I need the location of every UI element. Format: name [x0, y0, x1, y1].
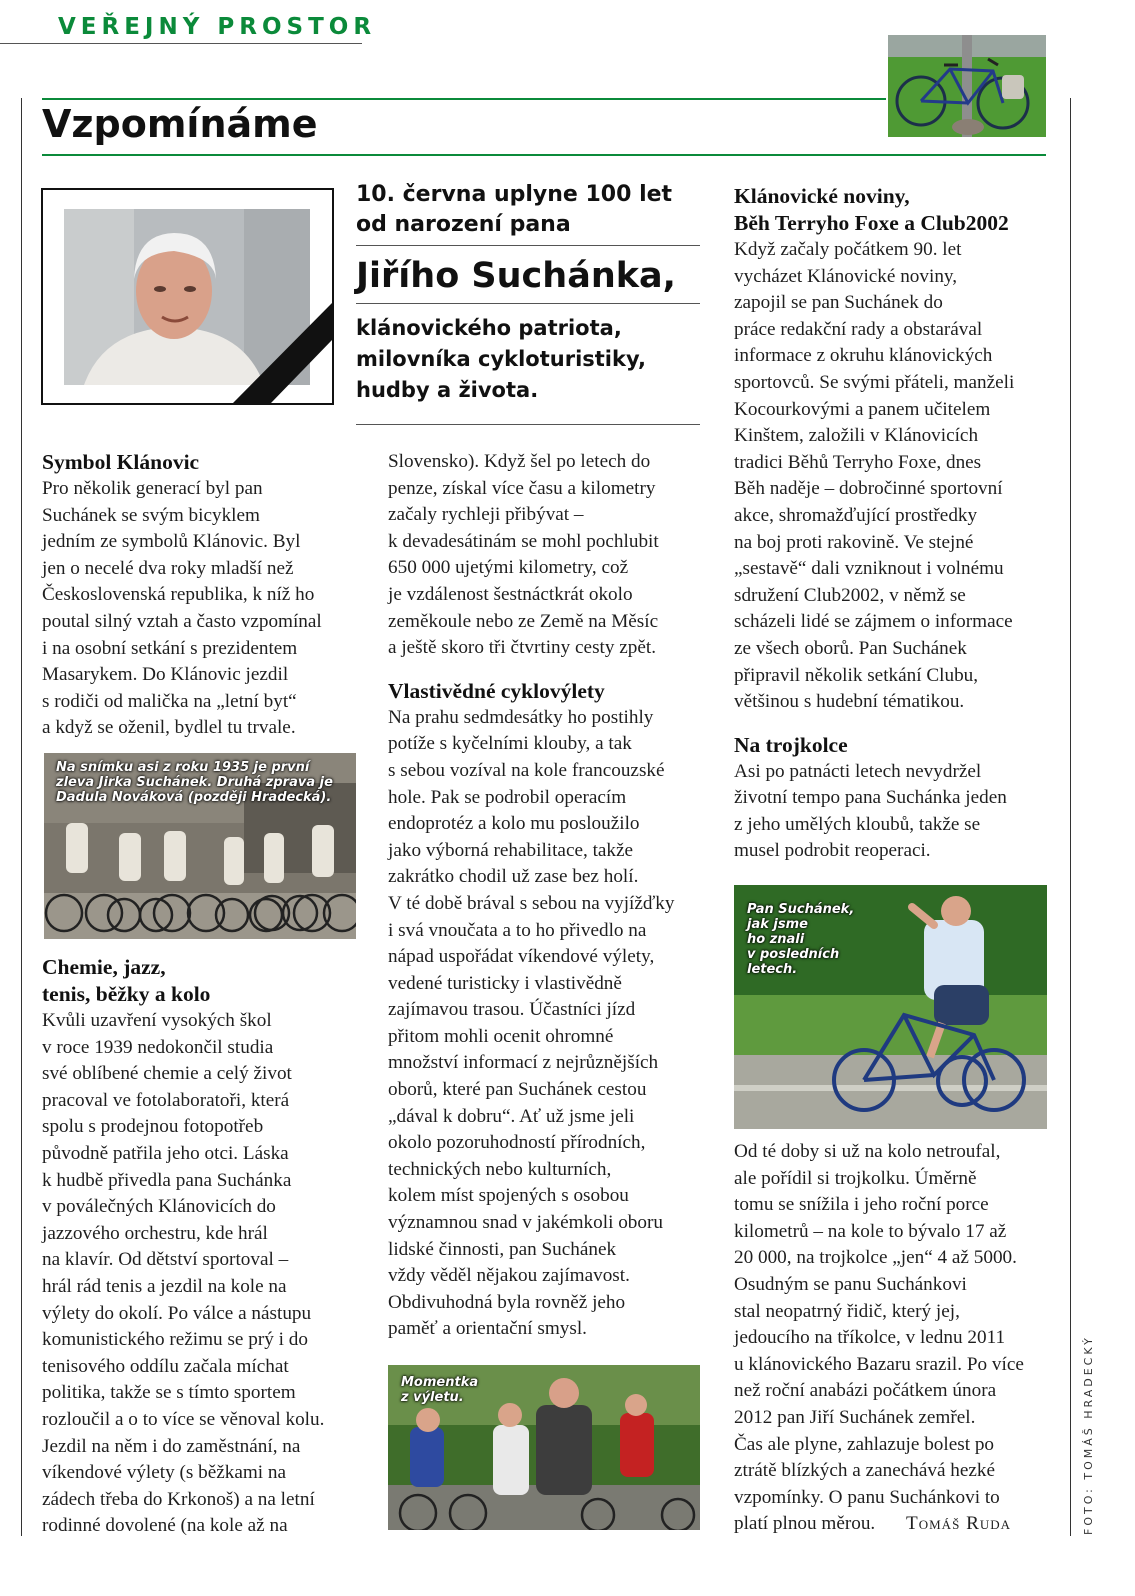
text-line: připravil několik setkání Clubu,: [734, 664, 979, 686]
text-line: i na osobní setkání s prezidentem: [42, 637, 298, 659]
text-line: většinou s hudební tématikou.: [734, 691, 965, 713]
text-line: endoprotéz a kolo mu posloužilo: [388, 813, 640, 835]
text-line: Na prahu sedmdesátky ho postihly: [388, 706, 654, 728]
text-line: platí plnou měrou.: [734, 1513, 876, 1535]
text-line: u klánovického Bazaru srazil. Po více: [734, 1353, 1024, 1375]
paragraph: [388, 449, 713, 662]
text-line: Od té doby si už na kolo netroufal,: [734, 1141, 1001, 1162]
text-line: zajímavou trasou. Účastníci jízd: [388, 999, 636, 1021]
paragraph: [734, 237, 1054, 716]
text-line: hrál rád tenis a jezdil na kole na: [42, 1275, 287, 1297]
subheading-symbol: Symbol Klánovic: [42, 450, 200, 474]
text-line: s rodiči od malička na „letní byt“: [42, 690, 297, 712]
tricycle-photo: [734, 885, 1047, 1129]
text-line: technických nebo kulturních,: [388, 1158, 612, 1180]
section-label: VEŘEJNÝ PROSTOR: [58, 14, 377, 40]
intro-desc-3: hudby a života.: [356, 378, 539, 402]
text-line: Slovensko). Když šel po letech do: [388, 451, 651, 472]
text-line: spolu s prodejnou fotopotřeb: [42, 1116, 264, 1138]
text-line: jako výborná rehabilitace, takže: [388, 839, 634, 861]
text-line: 2012 pan Jiří Suchánek zemřel.: [734, 1406, 976, 1428]
text-line: množství informací z nejrůznějších: [388, 1052, 659, 1074]
text-line: musel podrobit reoperaci.: [734, 840, 931, 862]
text-line: V té době brával s sebou na vyjížďky: [388, 892, 675, 914]
subheading-line: Klánovické noviny,: [734, 184, 910, 208]
text-line: zapojil se pan Suchánek do: [734, 292, 943, 314]
text-line: jedoucího na tříkolce, v lednu 2011: [734, 1327, 1006, 1349]
text-line: Když začaly počátkem 90. let: [734, 239, 962, 260]
spacer: [388, 662, 713, 678]
text-line: penze, získal více času a kilometry: [388, 477, 656, 499]
photo-credit: FOTO: TOMÁŠ HRADECKÝ: [1082, 1335, 1095, 1535]
page-title: Vzpomínáme: [42, 102, 318, 146]
text-line: začaly rychleji přibývat –: [388, 504, 584, 526]
caption-line: z výletu.: [401, 1390, 464, 1405]
text-line: potíže s kyčelními klouby, a tak: [388, 733, 632, 755]
text-line: a když se oženil, bydlel tu trvale.: [42, 717, 296, 739]
right-page-rule: [1070, 98, 1071, 1536]
text-line: jedním ze symbolů Klánovic. Byl: [42, 531, 301, 553]
mourning-band: [43, 190, 332, 403]
text-line: nápad uspořádat víkendové výlety,: [388, 946, 655, 968]
text-line: Obdivuhodná byla rovněž jeho: [388, 1291, 626, 1313]
caption-line: v posledních: [747, 947, 840, 962]
text-line: tenisového oddílu začala míchat: [42, 1355, 289, 1377]
text-line: komunistického režimu se prý i do: [42, 1329, 308, 1351]
subheading-cyklovylety: Vlastivědné cyklovýlety: [388, 678, 605, 703]
text-line: akce, shromažďující prostředky: [734, 504, 978, 526]
subheading-line: Chemie, jazz,: [42, 955, 166, 979]
text-line: sportovců. Se svými přáteli, manželi: [734, 371, 1015, 393]
text-line: vedené turisticky i vlastivědně: [388, 972, 622, 994]
paragraph: [388, 705, 713, 1343]
caption-line: jak jsme: [747, 917, 808, 932]
text-line: Pro několik generací byl pan: [42, 478, 263, 499]
subheading-noviny: [734, 183, 1054, 237]
text-line: pracoval ve fotolaboratoři, která: [42, 1089, 290, 1111]
column-3-lower: [734, 1139, 1054, 1538]
text-line: okolo pozoruhodností přírodních,: [388, 1132, 646, 1154]
historic-photo-1935: [44, 753, 356, 939]
title-top-rule: [42, 98, 886, 100]
text-line: 20 000, na trojkolce „jen“ 4 až 5000.: [734, 1247, 1017, 1269]
group-trip-photo: [388, 1365, 700, 1530]
paragraph: [42, 1008, 362, 1540]
text-line: hole. Pak se podrobil operacím: [388, 786, 627, 808]
text-line: je vzdálenost šestnáctkrát okolo: [388, 583, 633, 605]
text-line: a ještě skoro tři čtvrtiny cesty zpět.: [388, 637, 657, 659]
text-line: Asi po patnácti letech nevydržel: [734, 760, 982, 782]
caption-line: zleva Jirka Suchánek. Druhá zprava je: [56, 775, 333, 790]
text-line: životní tempo pana Suchánka jeden: [734, 787, 1007, 809]
text-line: „sestavě“ dali vzniknout i volnému: [734, 558, 1004, 580]
text-line: k hudbě přivedla pana Suchánka: [42, 1169, 292, 1191]
subheading-line: Běh Terryho Foxe a Club2002: [734, 211, 1009, 235]
text-line: Masarykem. Do Klánovic jezdil: [42, 664, 289, 686]
text-line: scházeli lidé se zájmem o informace: [734, 611, 1013, 633]
text-line: informace z okruhu klánovických: [734, 345, 993, 367]
text-line: zádech třeba do Krkonoš) a na letní: [42, 1488, 315, 1510]
caption-line: Pan Suchánek,: [747, 902, 855, 917]
text-line: zeměkoule nebo ze Země na Měsíc: [388, 610, 659, 632]
text-line: oborů, které pan Suchánek cestou: [388, 1079, 647, 1101]
subheading-line: tenis, běžky a kolo: [42, 982, 211, 1006]
text-line: původně patřila jeho otci. Láska: [42, 1142, 289, 1164]
text-line: paměť a orientační smysl.: [388, 1318, 587, 1340]
text-line: v poválečných Klánovicích do: [42, 1196, 276, 1218]
text-line: Běh naděje – dobročinné sportovní: [734, 478, 1003, 500]
intro-desc-2: milovníka cykloturistiky,: [356, 347, 647, 371]
paragraph: [734, 1139, 1054, 1538]
final-line: [734, 1511, 1054, 1538]
text-line: jazzového orchestru, kde hrál: [42, 1222, 268, 1244]
photo-caption-tricycle: [747, 902, 854, 977]
text-line: i svá vnoučata a to ho přivedlo na: [388, 919, 647, 941]
text-line: Suchánek se svým bicyklem: [42, 504, 260, 526]
left-page-rule: [21, 98, 22, 1536]
text-line: Jezdil na něm i do zaměstnání, na: [42, 1435, 301, 1457]
text-line: přitom mohli ocenit ohromné: [388, 1025, 614, 1047]
photo-caption-trip: [401, 1375, 478, 1405]
person-name: Jiřího Suchánka,: [356, 256, 676, 296]
paragraph: [42, 476, 362, 742]
spacer: [734, 716, 1054, 732]
column-1: [42, 449, 362, 742]
text-line: kolem míst spojených s osobou: [388, 1185, 629, 1207]
caption-line: Dadula Nováková (později Hradecká).: [56, 790, 332, 805]
text-line: politika, takže se s tímto sportem: [42, 1382, 296, 1404]
text-line: vždy věděl nějakou zajímavost.: [388, 1265, 630, 1287]
bicycle-photo: [888, 35, 1046, 137]
portrait-frame: [41, 188, 334, 405]
text-line: Kinštem, založili v Klánovicích: [734, 425, 979, 447]
text-line: sdružení Club2002, v němž se: [734, 584, 966, 606]
text-line: Kvůli uzavření vysokých škol: [42, 1010, 272, 1031]
paragraph: [734, 759, 1054, 865]
author-signature: Tomáš Ruda: [906, 1513, 1012, 1535]
text-line: stal neopatrný řidič, který jej,: [734, 1300, 960, 1322]
text-line: zakrátko chodil už zase bez holí.: [388, 866, 639, 888]
intro-rule-1: [356, 245, 700, 246]
text-line: kilometrů – na kole to bývalo 17 až: [734, 1220, 1007, 1242]
text-line: Osudným se panu Suchánkovi: [734, 1273, 967, 1295]
caption-line: Momentka: [401, 1375, 479, 1390]
text-line: 650 000 ujetými kilometry, což: [388, 557, 629, 579]
text-line: v roce 1939 nedokončil studia: [42, 1036, 274, 1058]
text-line: „dával k dobru“. Ať už jsme jeli: [388, 1105, 635, 1127]
text-line: na klavír. Od dětství sportoval –: [42, 1249, 289, 1271]
text-line: lidské činnosti, pan Suchánek: [388, 1238, 617, 1260]
text-line: rodinné dovolené (na kole až na: [42, 1515, 288, 1537]
text-line: své oblíbené chemie a celý život: [42, 1063, 292, 1085]
text-line: jen o necelé dva roky mladší než: [42, 557, 294, 579]
text-line: výlety do okolí. Po válce a nástupu: [42, 1302, 312, 1324]
header-divider: [0, 43, 362, 44]
text-line: vzpomínky. O panu Suchánkovi to: [734, 1486, 1000, 1508]
intro-line-2: od narození pana: [356, 212, 571, 237]
column-1-lower: [42, 954, 362, 1540]
subheading-chemie: [42, 954, 362, 1008]
text-line: víkendové výlety (s běžkami na: [42, 1462, 287, 1484]
text-line: ztrátě blízkých a zanechává hezké: [734, 1460, 995, 1482]
intro-rule-3: [356, 424, 700, 425]
title-bottom-rule: [42, 154, 1046, 156]
intro-desc-1: klánovického patriota,: [356, 316, 622, 340]
text-line: s sebou vozíval na kole francouzské: [388, 759, 665, 781]
text-line: významnou snad v jakémkoli oboru: [388, 1212, 663, 1234]
column-3: [734, 183, 1054, 865]
subheading-trojkolce: Na trojkolce: [734, 732, 848, 757]
photo-caption-1935: [56, 760, 333, 805]
text-line: rozloučil a o to více se věnoval kolu.: [42, 1408, 325, 1430]
text-line: ze všech oborů. Pan Suchánek: [734, 637, 967, 659]
intro-line-1: 10. června uplyne 100 let: [356, 182, 673, 207]
text-line: než roční anabázi počátkem února: [734, 1380, 997, 1402]
caption-line: ho znali: [747, 932, 805, 947]
text-line: Čas ale plyne, zahlazuje bolest po: [734, 1433, 995, 1455]
column-2: [388, 449, 713, 1343]
text-line: poutal silný vztah a často vzpomínal: [42, 610, 322, 632]
caption-line: letech.: [747, 962, 798, 977]
text-line: Československá republika, k níž ho: [42, 584, 315, 606]
intro-rule-2: [356, 303, 700, 304]
caption-line: Na snímku asi z roku 1935 je první: [56, 760, 310, 775]
text-line: k devadesátinám se mohl pochlubit: [388, 530, 659, 552]
text-line: vycházet Klánovické noviny,: [734, 265, 958, 287]
text-line: tradici Běhů Terryho Foxe, dnes: [734, 451, 982, 473]
text-line: tomu se snížila i jeho roční porce: [734, 1194, 989, 1216]
text-line: ale pořídil si trojkolku. Úměrně: [734, 1167, 977, 1189]
text-line: práce redakční rady a obstarával: [734, 318, 983, 340]
text-line: z jeho umělých kloubů, takže se: [734, 813, 981, 835]
text-line: Kocourkovými a panem učitelem: [734, 398, 991, 420]
text-line: na boj proti rakovině. Ve stejné: [734, 531, 974, 553]
